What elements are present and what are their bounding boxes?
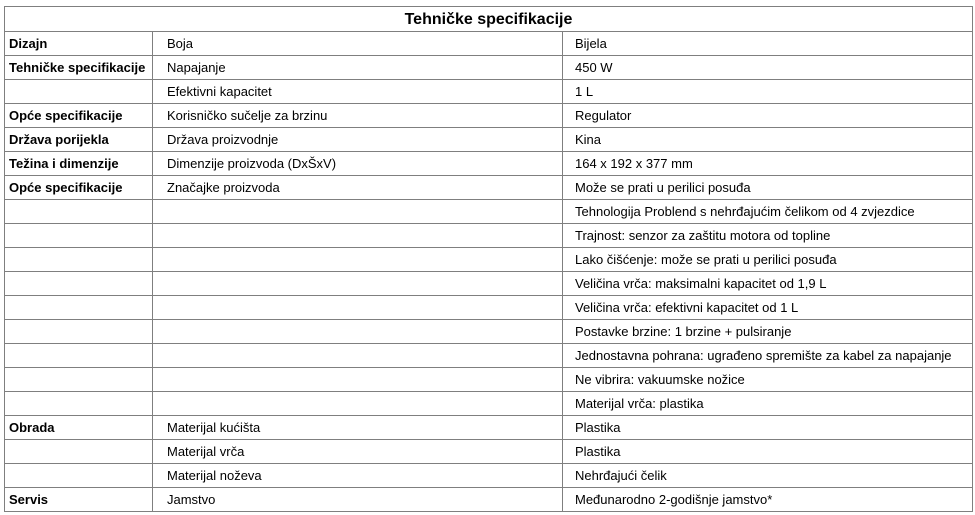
property-cell [153,224,563,248]
table-row [5,464,973,488]
table-title: Tehničke specifikacije [5,7,973,32]
value-cell: Postavke brzine: 1 brzine + pulsiranje [563,320,973,344]
category-cell [5,224,153,248]
value-cell: Nehrđajući čelik [563,464,973,488]
value-cell: Plastika [563,416,973,440]
value-cell: 164 x 192 x 377 mm [563,152,973,176]
category-cell [5,392,153,416]
value-cell: Jednostavna pohrana: ugrađeno spremište za kabel za napajanje [563,344,973,368]
category-cell [5,80,153,104]
value-cell: Kina [563,128,973,152]
value-cell: Tehnologija Problend s nehrđajućim čelikom od 4 zvjezdice [563,200,973,224]
category-cell [5,464,153,488]
value-cell: Međunarodno 2-godišnje jamstvo* [563,488,973,512]
spec-table-body [5,32,973,512]
table-row [5,440,973,464]
table-row [5,104,973,128]
table-row [5,128,973,152]
table-row [5,32,973,56]
table-row [5,320,973,344]
property-cell [153,272,563,296]
category-cell: Država porijekla [5,128,153,152]
property-cell: Jamstvo [153,488,563,512]
property-cell: Efektivni kapacitet [153,80,563,104]
category-cell: Težina i dimenzije [5,152,153,176]
table-row [5,296,973,320]
property-cell: Napajanje [153,56,563,80]
table-row [5,56,973,80]
category-cell [5,296,153,320]
table-row [5,80,973,104]
value-cell: Veličina vrča: maksimalni kapacitet od 1,9 L [563,272,973,296]
property-cell: Značajke proizvoda [153,176,563,200]
value-cell: Lako čišćenje: može se prati u perilici posuđa [563,248,973,272]
value-cell: 450 W [563,56,973,80]
category-cell: Opće specifikacije [5,104,153,128]
value-cell: Ne vibrira: vakuumske nožice [563,368,973,392]
table-row [5,152,973,176]
table-row [5,200,973,224]
category-cell [5,440,153,464]
property-cell: Korisničko sučelje za brzinu [153,104,563,128]
value-cell: Materijal vrča: plastika [563,392,973,416]
property-cell: Država proizvodnje [153,128,563,152]
property-cell [153,248,563,272]
title-row [5,7,973,32]
table-row [5,272,973,296]
category-cell [5,368,153,392]
category-cell [5,320,153,344]
category-cell: Dizajn [5,32,153,56]
table-row [5,224,973,248]
table-row [5,368,973,392]
value-cell: Bijela [563,32,973,56]
category-cell [5,200,153,224]
category-cell: Tehničke specifikacije [5,56,153,80]
category-cell [5,344,153,368]
property-cell: Materijal vrča [153,440,563,464]
table-row [5,488,973,512]
value-cell: Plastika [563,440,973,464]
property-cell: Dimenzije proizvoda (DxŠxV) [153,152,563,176]
table-row [5,416,973,440]
value-cell: Trajnost: senzor za zaštitu motora od topline [563,224,973,248]
property-cell: Materijal kućišta [153,416,563,440]
table-row [5,344,973,368]
spec-table [4,6,973,512]
property-cell [153,392,563,416]
property-cell [153,368,563,392]
value-cell: Veličina vrča: efektivni kapacitet od 1 L [563,296,973,320]
table-row [5,248,973,272]
value-cell: Regulator [563,104,973,128]
property-cell [153,344,563,368]
value-cell: Može se prati u perilici posuđa [563,176,973,200]
category-cell: Opće specifikacije [5,176,153,200]
property-cell: Materijal noževa [153,464,563,488]
value-cell: 1 L [563,80,973,104]
category-cell [5,272,153,296]
category-cell [5,248,153,272]
category-cell: Obrada [5,416,153,440]
property-cell [153,296,563,320]
property-cell: Boja [153,32,563,56]
table-row [5,176,973,200]
property-cell [153,200,563,224]
category-cell: Servis [5,488,153,512]
table-row [5,392,973,416]
property-cell [153,320,563,344]
